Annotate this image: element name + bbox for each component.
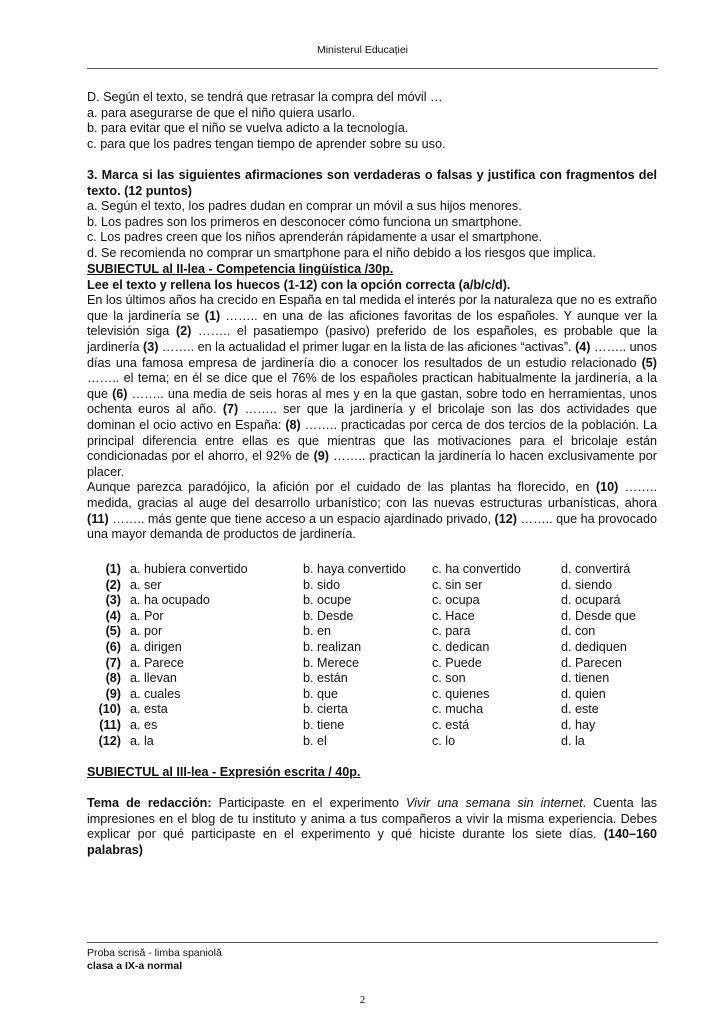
option-d: d. siendo (561, 577, 613, 592)
option-row (87, 687, 636, 703)
gap-number: (12) (98, 733, 121, 748)
option-c: c. dedican (432, 639, 490, 654)
footer-line: clasa a IX-a normal (87, 960, 183, 972)
text-segment: …….. en la actualidad el primer lugar en la lista de las aficiones “activas”. (158, 339, 576, 354)
option-c: c. son (432, 671, 466, 686)
text-segment: …….. ser que la jardinería y el bricolaje son las dos actividades que dominan el ocio activo en España: (87, 402, 657, 432)
option: c. para que los padres tengan tiempo de aprender sobre su uso. (87, 136, 446, 151)
page-footer (87, 947, 222, 973)
text-segment: …….. el pasatiempo (pasivo) preferido de los españoles, es probable que la jardinería (87, 324, 658, 354)
option-d: d. quien (561, 686, 606, 701)
gap-number: (2) (105, 577, 121, 592)
gap-number: (1) (105, 562, 121, 576)
statement: d. Se recomienda no comprar un smartphone para el niño debido a los riesgos que implica. (87, 245, 596, 260)
option-b: b. Merece (303, 655, 359, 670)
word-count: (140–160 palabras) (87, 827, 657, 857)
option-c: c. ha convertido (432, 562, 521, 576)
option-b: b. haya convertido (303, 562, 406, 576)
gap-number: (5) (641, 355, 657, 370)
option-d: d. convertirá (561, 562, 631, 576)
gap-number: (2) (175, 324, 192, 339)
prompt-text: . Cuenta las impresiones en el blog de tu instituto y anima a tus compañeros a vivir la misma experiencia. Debes explicar por qué participaste en el experimento y qué hiciste durante los siete días. (87, 796, 657, 842)
prompt-label: Tema de redacción: (87, 796, 212, 811)
option-c: c. mucha (432, 702, 484, 717)
option-c: c. Puede (432, 655, 482, 670)
text-segment: …….. una media de seis horas al mes y en la que gastan, sobre todo en herramientas, unos ochenta euros al año. (87, 386, 657, 417)
section-title: SUBIECTUL al II-lea - Competencia lingüística /30p. (87, 262, 394, 276)
option-b: b. ocupe (303, 593, 352, 608)
gap-number: (9) (105, 686, 121, 701)
gap-number: (9) (313, 449, 329, 464)
option-a: a. la (130, 733, 154, 748)
option-a: a. dirigen (130, 639, 182, 654)
option-c: c. quienes (432, 686, 490, 701)
header-divider (87, 68, 658, 69)
statement: c. Los padres creen que los niños aprenderán rápidamente a usar el smartphone. (87, 230, 543, 245)
options-table (87, 562, 657, 749)
text-segment: …….. el tema; en él se dice que el 76% de los españoles practican habitualmente la jardinería, a la que (87, 371, 657, 401)
option-b: b. que (303, 686, 339, 701)
option-d: d. la (561, 733, 585, 748)
option-a: a. cuales (130, 686, 181, 701)
text-segment: Aunque parezca paradójico, la afición por el cuidado de las plantas ha florecido, en (87, 480, 596, 495)
gap-number: (3) (143, 339, 159, 354)
text-segment: …….. medida, gracias al auge del desarrollo urbanístico; con las nuevas estructuras urbanísticas, ahora (87, 480, 657, 510)
text-segment: …….. que ha provocado una mayor demanda de productos de jardinería. (87, 511, 657, 542)
gap-number: (8) (105, 671, 121, 686)
essay-prompt (87, 796, 657, 858)
gap-number: (11) (87, 511, 109, 526)
option-b: b. sido (303, 577, 341, 592)
option-a: a. por (130, 624, 163, 639)
option-a: a. ser (130, 577, 162, 592)
prompt-text: Participaste en el experimento (211, 796, 406, 811)
option-row (87, 593, 636, 609)
option-d: d. dediquen (561, 639, 627, 654)
question-3 (87, 168, 657, 262)
option-d: d. Parecen (561, 655, 622, 670)
option-d: d. con (561, 624, 596, 639)
statement: a. Según el texto, los padres dudan en comprar un móvil a sus hijos menores. (87, 199, 522, 214)
option-a: a. ha ocupado (130, 593, 210, 608)
text-segment: …….. unos días una famosa empresa de jardinería dio a conocer los resultados de un estudio relacionado (87, 339, 657, 370)
option-c: c. está (432, 717, 470, 732)
option-row (87, 656, 636, 672)
option: b. para evitar que el niño se vuelva adicto a la tecnología. (87, 121, 409, 136)
instruction: Lee el texto y rellena los huecos (1-12) con la opción correcta (a/b/c/d). (87, 277, 511, 292)
text-segment: …….. en una de las aficiones favoritas de los españoles. Y aunque ver la televisión siga (87, 308, 657, 339)
option-b: b. tiene (303, 717, 345, 732)
option-row (87, 640, 636, 656)
option-a: a. es (130, 717, 158, 732)
gap-number: (7) (222, 402, 239, 417)
subject-3 (87, 765, 657, 859)
option-c: c. ocupa (432, 593, 480, 608)
gap-number: (6) (105, 639, 121, 654)
option-a: a. Por (130, 608, 164, 623)
option-b: b. cierta (303, 702, 348, 717)
subject-2 (87, 262, 657, 543)
gap-number: (8) (285, 417, 301, 432)
gap-number: (6) (112, 386, 128, 401)
gap-number: (1) (204, 308, 221, 323)
option-row (87, 734, 636, 750)
question-stem: D. Según el texto, se tendrá que retrasar la compra del móvil … (87, 90, 443, 104)
page-number: 2 (359, 994, 366, 1006)
option-c: c. para (432, 624, 471, 639)
statement: b. Los padres son los primeros en desconocer cómo funciona un smartphone. (87, 214, 522, 229)
option: a. para asegurarse de que el niño quiera usarlo. (87, 105, 356, 120)
gap-number: (10) (98, 702, 121, 717)
option-d: d. ocupará (561, 593, 621, 608)
option-a: a. llevan (130, 671, 177, 686)
option-row (87, 702, 636, 718)
option-b: b. Desde (303, 608, 354, 623)
option-row (87, 718, 636, 734)
cloze-paragraph-2 (87, 480, 657, 542)
option-d: d. Desde que (561, 608, 636, 623)
option-b: b. están (303, 671, 348, 686)
option-c: c. Hace (432, 608, 475, 623)
footer-line: Proba scrisă - limba spaniolă (87, 947, 222, 959)
option-row (87, 578, 636, 594)
option-b: b. en (303, 624, 332, 639)
experiment-title: Vivir una semana sin internet (405, 796, 583, 811)
option-c: c. sin ser (432, 577, 483, 592)
gap-number: (5) (105, 624, 121, 639)
question-title: 3. Marca si las siguientes afirmaciones son verdaderas o falsas y justifica con fragmentos del texto. (12 puntos) (87, 168, 657, 198)
gap-number: (3) (105, 593, 121, 608)
cloze-paragraph-1 (87, 293, 657, 480)
option-c: c. lo (432, 733, 456, 748)
gap-number: (7) (105, 655, 121, 670)
option-d: d. tienen (561, 671, 610, 686)
page-header: Ministerul Educației (316, 44, 409, 56)
footer-divider (87, 942, 658, 943)
text-segment: …….. practican la jardinería lo hacen exclusivamente por placer. (87, 449, 658, 479)
option-a: a. hubiera convertido (130, 562, 248, 576)
text-segment: …….. practicadas por cerca de dos tercios de la población. La principal diferencia entre ellas es que mientras que las motivaciones para el bricolaje están condicionadas por el ahorro, el 92% de (87, 417, 657, 464)
gap-number: (11) (99, 717, 121, 732)
text-segment: En los últimos años ha crecido en España en tal medida el interés por la naturaleza que no es extraño que la jardinería se (87, 293, 657, 323)
option-b: b. realizan (303, 639, 362, 654)
option-row (87, 562, 636, 578)
question-d (87, 90, 657, 152)
gap-number: (4) (575, 339, 591, 354)
gap-number: (4) (105, 608, 121, 623)
option-row (87, 624, 636, 640)
option-d: d. hay (561, 717, 596, 732)
option-b: b. el (303, 733, 327, 748)
option-row (87, 609, 636, 625)
option-a: a. Parece (130, 655, 184, 670)
option-a: a. esta (130, 702, 168, 717)
option-d: d. este (561, 702, 599, 717)
section-title: SUBIECTUL al III-lea - Expresión escrita / 40p. (87, 765, 361, 779)
gap-number: (10) (595, 480, 619, 495)
text-segment: …….. más gente que tiene acceso a un espacio ajardinado privado, (108, 511, 495, 526)
gap-number: (12) (494, 511, 517, 526)
option-row (87, 671, 636, 687)
